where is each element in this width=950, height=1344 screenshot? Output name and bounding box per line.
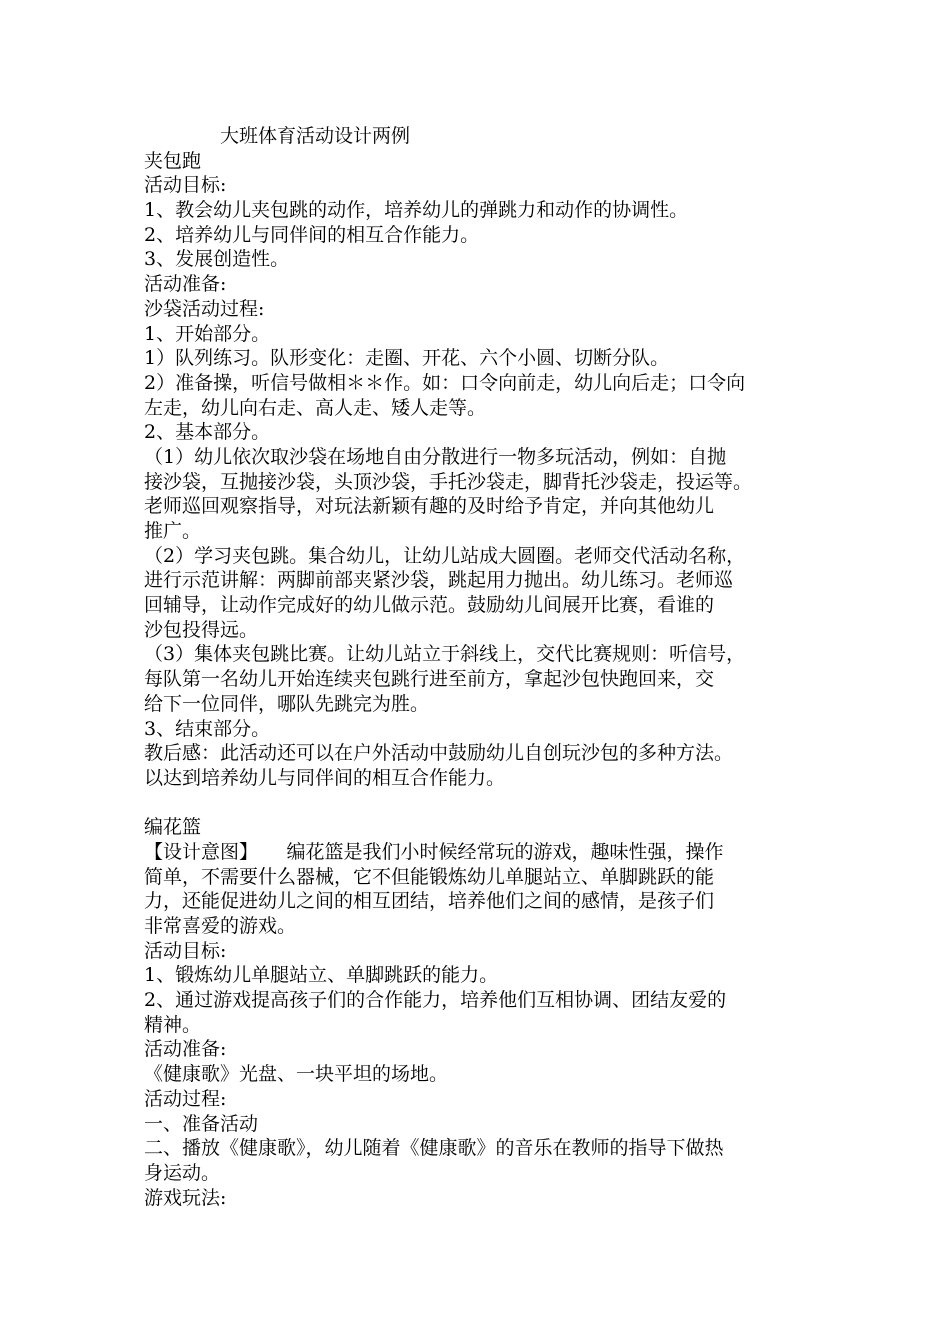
text-line: 2、基本部分。: [144, 421, 271, 444]
text-line: 活动过程:: [144, 1087, 227, 1110]
text-line: 简单，不需要什么器械，它不但能锻炼幼儿单腿站立、单脚跳跃的能: [144, 865, 715, 888]
text-line: 2）准备操，听信号做相＊＊作。如：口令向前走，幼儿向后走；口令向: [144, 371, 746, 394]
text-line: 身运动。: [144, 1161, 221, 1184]
text-line: 沙袋活动过程:: [144, 297, 265, 320]
text-line: 编花篮: [144, 816, 202, 839]
text-line: 左走，幼儿向右走、高人走、矮人走等。: [144, 396, 487, 419]
text-line: 一、准备活动: [144, 1112, 259, 1135]
text-line: 活动准备:: [144, 1038, 227, 1061]
text-line: 接沙袋，互抛接沙袋，头顶沙袋，手托沙袋走，脚背托沙袋走，投运等。: [144, 470, 753, 493]
text-line: （2）学习夹包跳。集合幼儿，让幼儿站成大圆圈。老师交代活动名称，: [144, 544, 746, 567]
text-line: 活动准备:: [144, 273, 227, 296]
text-line: 老师巡回观察指导，对玩法新颖有趣的及时给予肯定，并向其他幼儿: [144, 495, 715, 518]
text-line: 力，还能促进幼儿之间的相互团结，培养他们之间的感情，是孩子们: [144, 890, 715, 913]
text-line: 精神。: [144, 1013, 202, 1036]
text-line: 推广。: [144, 520, 202, 542]
text-line: 3、结束部分。: [144, 717, 271, 740]
text-line: 非常喜爱的游戏。: [144, 915, 297, 937]
text-line: 每队第一名幼儿开始连续夹包跳行进至前方，拿起沙包快跑回来，交: [144, 668, 715, 691]
text-line: 回辅导，让动作完成好的幼儿做示范。鼓励幼儿间展开比赛，看谁的: [144, 594, 715, 617]
text-line: 游戏玩法:: [144, 1186, 227, 1209]
text-line: 2、培养幼儿与同伴间的相互合作能力。: [144, 223, 480, 246]
text-line: 活动目标:: [144, 939, 227, 962]
blank-line: [144, 791, 824, 816]
text-line: 1、开始部分。: [144, 322, 271, 345]
document-body: [144, 149, 824, 1211]
text-line: 进行示范讲解：两脚前部夹紧沙袋，跳起用力抛出。幼儿练习。老师巡: [144, 569, 734, 592]
document-page: [144, 124, 824, 1210]
text-line: （1）幼儿依次取沙袋在场地自由分散进行一物多玩活动，例如：自抛: [144, 445, 727, 468]
text-line: 教后感：此活动还可以在户外活动中鼓励幼儿自创玩沙包的多种方法。: [144, 742, 734, 765]
text-line: 活动目标:: [144, 174, 227, 197]
text-line: 《健康歌》光盘、一块平坦的场地。: [144, 1063, 449, 1086]
text-line: （3）集体夹包跳比赛。让幼儿站立于斜线上，交代比赛规则：听信号，: [144, 643, 746, 666]
text-line: 给下一位同伴，哪队先跳完为胜。: [144, 692, 430, 715]
text-line: 2、通过游戏提高孩子们的合作能力，培养他们互相协调、团结友爱的: [144, 989, 727, 1012]
document-title: 大班体育活动设计两例: [220, 125, 411, 147]
text-line: 夹包跑: [144, 149, 202, 172]
text-line: 3、发展创造性。: [144, 248, 290, 271]
text-line: 1）队列练习。队形变化：走圈、开花、六个小圆、切断分队。: [144, 347, 670, 370]
text-line: 沙包投得远。: [144, 618, 259, 641]
text-line: 以达到培养幼儿与同伴间的相互合作能力。: [144, 766, 506, 789]
text-line: 1、锻炼幼儿单腿站立、单脚跳跃的能力。: [144, 964, 499, 987]
text-line: 二、播放《健康歌》，幼儿随着《健康歌》的音乐在教师的指导下做热: [144, 1137, 724, 1160]
text-line: 【设计意图】 编花篮是我们小时候经常玩的游戏，趣味性强，操作: [144, 840, 724, 863]
text-line: 1、教会幼儿夹包跳的动作，培养幼儿的弹跳力和动作的协调性。: [144, 199, 689, 222]
